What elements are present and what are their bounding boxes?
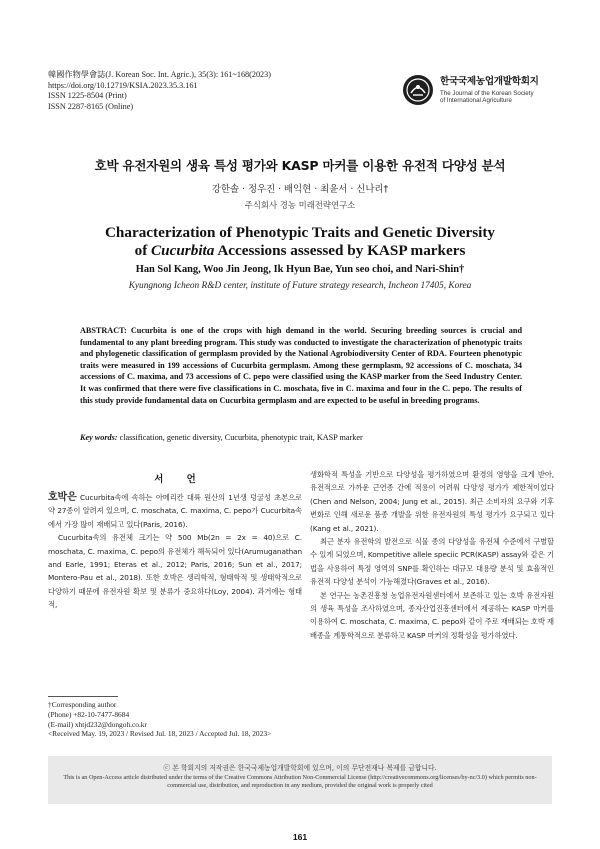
body-column-right [310, 468, 554, 642]
affiliation-kr: 주식회사 경농 미래전략연구소 [244, 200, 356, 210]
society-seal-icon [402, 74, 434, 106]
received-dates: <Received May. 19, 2023 / Revised Jul. 18, 2023 / Accepted Jul. 18, 2023> [48, 729, 272, 739]
paper-title-en-line1: Characterization of Phenotypic Traits and Genetic Diversity [104, 224, 496, 241]
keywords-text: classification, genetic diversity, Cucurbita, phenotypic trait, KASP marker [117, 433, 363, 442]
abstract [80, 325, 522, 406]
journal-meta [48, 70, 271, 112]
society-logo [402, 73, 562, 113]
page-number: 161 [292, 832, 308, 842]
issn-online: ISSN 2287-8165 (Online) [48, 101, 134, 111]
intro-paragraph-3: 생화학적 특성을 기반으로 다양성을 평가하였으며 환경의 영향을 크게 받아, 유전적으로 가까운 근연종 간에 적용이 어려워 다양성 평가가 제한적이었다(Chen and Nelson, 2004; Jung et al., 2015). 최근 소비자의 요구와 기후 변화로 인해 새로운 품종 개발을 위한 유전자원의 특성 평가가 요구되고 있다(Kang et al., 2021). [310, 470, 554, 533]
society-name-en-line1: The Journal of the Korean Society [440, 90, 534, 97]
footnote-email[interactable]: (E-mail) xhtjd232@dongoh.co.kr [48, 719, 147, 729]
footnote-phone: (Phone) +82-10-7477-8684 [48, 709, 130, 719]
title-prefix: of [134, 241, 152, 259]
paper-title-en-line2 [60, 242, 540, 260]
society-name-en-line2: of International Agriculture [440, 97, 512, 105]
society-name-kr: 한국국제농업개발학회지 [440, 76, 539, 87]
open-access-license-en: This is an Open-Access article distributed under the terms of the Creative Commons Attribution Non-Commercial License (http://creativecommons.org/licenses/by-nc/3.0) which permits non-commercial use, distribution, and reproduction in any medium, provided the original work is properly cited [63, 774, 537, 790]
affiliation-en: Kyungnong Icheon R&D center, institute of Future strategy research, Incheon 17405, Korea [128, 281, 472, 291]
abstract-label: ABSTRACT: [80, 326, 127, 335]
keywords [80, 432, 522, 443]
paragraph-text: Cucurbita속에 속하는 아메리칸 대륙 원산의 1년생 덩굴성 초본으로 약 27종이 알려져 있으며, C. moschata, C. maxima, C. pepo가 Cucurbita속에서 가장 많이 재배되고 있다(Paris, 2016). [48, 493, 302, 529]
copyright-notice-kr: ⓒ 본 학회지의 저작권은 한국국제농업개발학회에 있으며, 이의 무단전재나 복제를 금합니다. [163, 764, 437, 772]
abstract-text: Cucurbita is one of the crops with high demand in the world. Securing breeding sources is crucial and fundamental to any plant breeding program. This study was conducted to investigate the characterization of phenotypic traits and phylogenetic classification of germplasm provided by the National Agrobiodiversity Center of RDA. Fourteen phenotypic traits were measured in 199 accessions of Cucurbita germplasm. Among these germplasm, 92 accessions of C. moschata, 34 accessions of C. maxima, and 73 accessions of C. pepo were classified using the KASP marker from the Seed Industry Center. It was confirmed that there were five classifications in C. moschata, five in C. maxima and four in the C. pepo. The results of this study provide fundamental data on Cucurbita germplasm and are expected to be useful in breeding programs. [80, 326, 522, 405]
intro-paragraph-1 [48, 491, 302, 531]
issn-print: ISSN 1225-8504 (Print) [48, 91, 127, 101]
citation-line: 韓國作物學會誌(J. Korean Soc. Int. Agric.), 35(3): 161~168(2023) [48, 70, 271, 79]
genus-name: Cucurbita [151, 241, 215, 259]
title-rest: Accessions assessed by KASP markers [214, 241, 466, 259]
intro-paragraph-2: Cucurbita속의 유전체 크기는 약 500 Mb(2n = 2x = 40)으로 C. moschata, C. maxima, C. pepo의 유전체가 해독되어 있다(Arumuganathan and Earle, 1991; Eteras et al., 2012; Paris, 2016; Sun et al., 2017; Montero-Pau et al., 2018). 또한 호박은 생리학적, 형태학적 및 생태학적으로 다양하기 때문에 유전자원 확보 및 분류가 중요하다(Loy, 2004). 과거에는 형태적, [48, 533, 302, 610]
author-list-en: Han Sol Kang, Woo Jin Jeong, Ik Hyun Bae, Yun seo choi, and Nari-Shin† [135, 264, 465, 275]
author-list-kr: 강한솔 · 정우진 · 배익현 · 최윤서 · 신나리† [211, 184, 389, 195]
paper-title-kr: 호박 유전자원의 생육 특성 평가와 KASP 마커를 이용한 유전적 다양성 분석 [94, 158, 506, 173]
doi-link[interactable]: https://doi.org/10.12719/KSIA.2023.35.3.161 [48, 80, 198, 90]
footnote-divider [48, 696, 118, 697]
lead-word: 호박은 [48, 492, 77, 503]
intro-paragraph-4: 최근 분자 유전학의 발전으로 식물 종의 다양성을 유전체 수준에서 구별할 수 있게 되었으며, Kompetitive allele speciic PCR(KASP) assay와 같은 기법을 사용하여 특정 영역의 SNP를 확인하는 대규모 대용량 분석 및 효율적인 유전적 다양성 분석이 가능해졌다(Graves et al., 2016). [310, 537, 554, 587]
corresponding-author-footnote [48, 700, 302, 739]
society-name-en [440, 90, 565, 105]
footnote-line-1: †Corresponding author [48, 700, 117, 709]
body-column-left [48, 491, 302, 612]
section-title-introduction: 서 언 [154, 474, 206, 485]
keywords-label: Key words: [80, 433, 118, 442]
intro-paragraph-5: 본 연구는 농촌진흥청 농업유전자원센터에서 보존하고 있는 호박 유전자원의 생육 특성을 조사하였으며, 종자산업진흥센터에서 제공하는 KASP 마커를 이용하여 C. moschata, C. maxima, C. pepo와 같이 주로 재배되는 호박 재배종을 계통학적으로 분류하고 KASP 마커의 정확성을 평가하였다. [310, 590, 554, 640]
paper-title-en [60, 224, 540, 259]
